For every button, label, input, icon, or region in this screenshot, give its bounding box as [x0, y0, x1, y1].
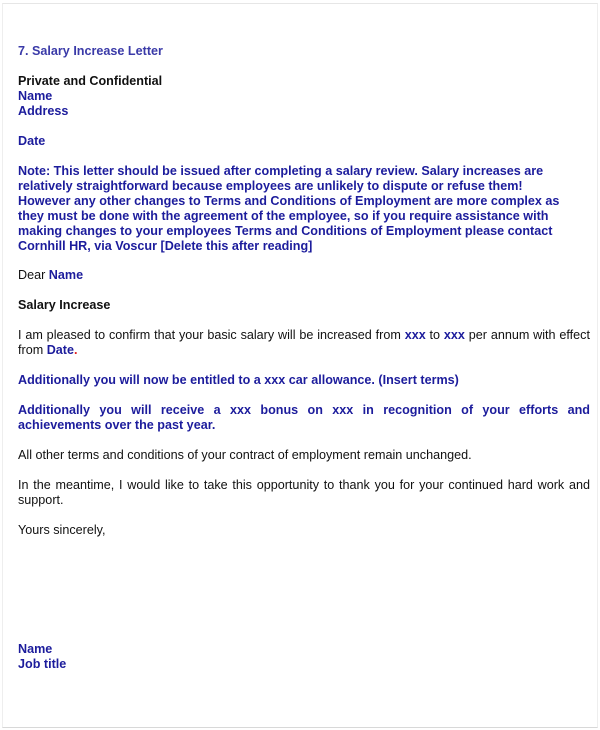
salary-text: per annum with effect from: [18, 328, 590, 357]
salutation-name-placeholder: Name: [48, 268, 84, 282]
recipient-address-placeholder: Address: [18, 104, 69, 118]
effective-date-placeholder: Date: [46, 343, 74, 357]
salary-paragraph: [18, 328, 590, 358]
amount-to-placeholder: xxx: [443, 328, 465, 342]
note-line: relatively straightforward because employees are unlikely to dispute or refuse them!: [18, 179, 523, 193]
note-line: Cornhill HR, via Voscur [Delete this after reading]: [18, 239, 313, 253]
thanks-paragraph: In the meantime, I would like to take this opportunity to thank you for your continued hard work and support.: [18, 478, 590, 507]
instruction-note: [18, 164, 590, 254]
recipient-name-placeholder: Name: [18, 89, 53, 103]
salutation-prefix: Dear: [18, 268, 49, 282]
letter-subject: Salary Increase: [18, 298, 111, 312]
salary-text: I am pleased to confirm that your basic salary will be increased from: [18, 328, 405, 342]
confidential-label: Private and Confidential: [18, 74, 163, 88]
car-allowance-paragraph: Additionally you will now be entitled to a xxx car allowance. (Insert terms): [18, 373, 459, 387]
red-period: .: [73, 343, 78, 357]
document-title: 7. Salary Increase Letter: [18, 44, 163, 58]
signatory-job-title-placeholder: Job title: [18, 657, 67, 671]
salutation: [18, 268, 590, 283]
note-line: However any other changes to Terms and Conditions of Employment are more complex as: [18, 194, 560, 208]
recipient-header: [18, 74, 590, 119]
note-line: making changes to your employees Terms and Conditions of Employment please contact: [18, 224, 553, 238]
terms-paragraph: All other terms and conditions of your contract of employment remain unchanged.: [18, 448, 472, 462]
signature-block: [18, 642, 590, 672]
closing: Yours sincerely,: [18, 523, 106, 537]
amount-from-placeholder: xxx: [404, 328, 426, 342]
signatory-name-placeholder: Name: [18, 642, 53, 656]
note-line: they must be done with the agreement of the employee, so if you require assistance with: [18, 209, 549, 223]
bonus-paragraph: Additionally you will receive a xxx bonus on xxx in recognition of your efforts and achievements over the past year.: [18, 403, 590, 432]
salary-text: to: [425, 328, 444, 342]
date-placeholder: Date: [18, 134, 46, 148]
note-line: Note: This letter should be issued after completing a salary review. Salary increases are: [18, 164, 544, 178]
